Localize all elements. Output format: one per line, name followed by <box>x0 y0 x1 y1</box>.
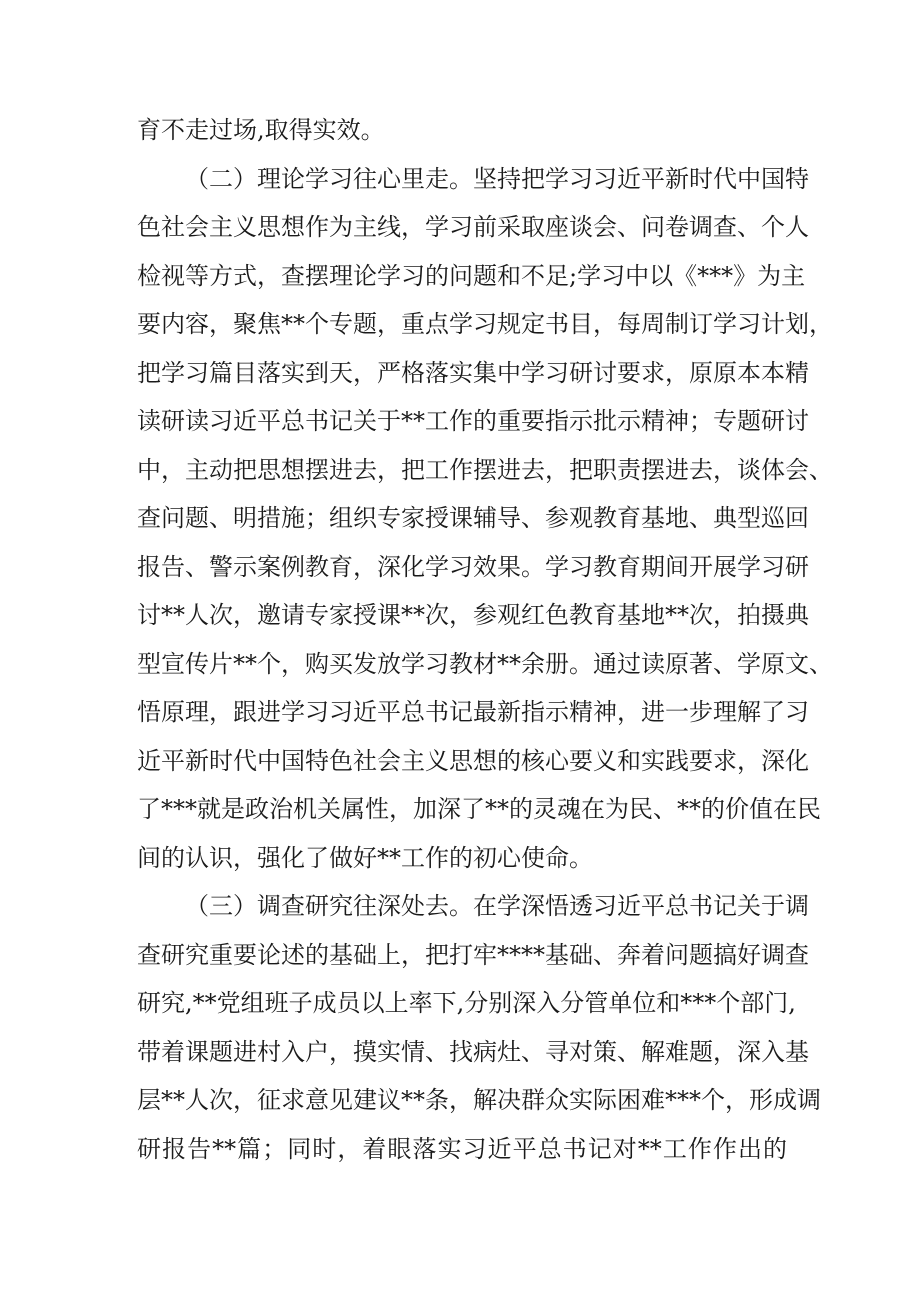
paragraph-continuation <box>137 106 787 155</box>
text-line: （二）理论学习往心里走。坚持把学习习近平新时代中国特 <box>185 164 809 193</box>
text-line: 了***就是政治机关属性，加深了**的灵魂在为民、**的价值在民 <box>137 795 821 823</box>
text-line: 研究,**党组班子成员以上率下,分别深入分管单位和***个部门, <box>137 989 796 1017</box>
text-line: 近平新时代中国特色社会主义思想的核心要义和实践要求，深化 <box>137 746 809 775</box>
text-line: 悟原理，跟进学习习近平总书记最新指示精神，进一步理解了习 <box>137 698 809 726</box>
text-line: 读研读习近平总书记关于**工作的重要指示批示精神；专题研讨 <box>137 407 809 435</box>
text-line: 色社会主义思想作为主线，学习前采取座谈会、问卷调查、个人 <box>137 213 809 241</box>
text-line: 型宣传片**个，购买发放学习教材**余册。通过读原著、学原文、 <box>137 649 833 678</box>
text-line: 报告、警示案例教育，深化学习效果。学习教育期间开展学习研 <box>137 552 809 581</box>
text-line: 层**人次，征求意见建议**条，解决群众实际困难***个，形成调 <box>137 1086 821 1114</box>
text-line: 中，主动把思想摆进去，把工作摆进去，把职责摆进去，谈体会、 <box>137 455 833 484</box>
text-line: 查问题、明措施；组织专家授课辅导、参观教育基地、典型巡回 <box>137 504 809 532</box>
text-line: 查研究重要论述的基础上，把打牢****基础、奔着问题搞好调查 <box>137 940 809 969</box>
document-body <box>137 106 833 1173</box>
paragraph-investigation-research <box>137 882 821 1173</box>
text-line: 研报告**篇；同时，着眼落实习近平总书记对**工作作出的 <box>137 1134 787 1163</box>
text-line: 育不走过场,取得实效。 <box>137 116 385 144</box>
text-line: 带着课题进村入户，摸实情、找病灶、寻对策、解难题，深入基 <box>137 1037 809 1066</box>
text-line: 要内容，聚焦**个专题，重点学习规定书目，每周制订学习计划， <box>137 310 833 338</box>
text-line: 间的认识，强化了做好**工作的初心使命。 <box>137 843 593 872</box>
paragraph-theory-study <box>137 155 833 883</box>
text-line: 讨**人次，邀请专家授课**次，参观红色教育基地**次，拍摄典 <box>137 601 809 629</box>
text-line: （三）调查研究往深处去。在学深悟透习近平总书记关于调 <box>185 892 809 920</box>
text-line: 把学习篇目落实到天，严格落实集中学习研讨要求，原原本本精 <box>137 358 809 387</box>
text-line: 检视等方式，查摆理论学习的问题和不足;学习中以《***》为主 <box>137 261 806 290</box>
